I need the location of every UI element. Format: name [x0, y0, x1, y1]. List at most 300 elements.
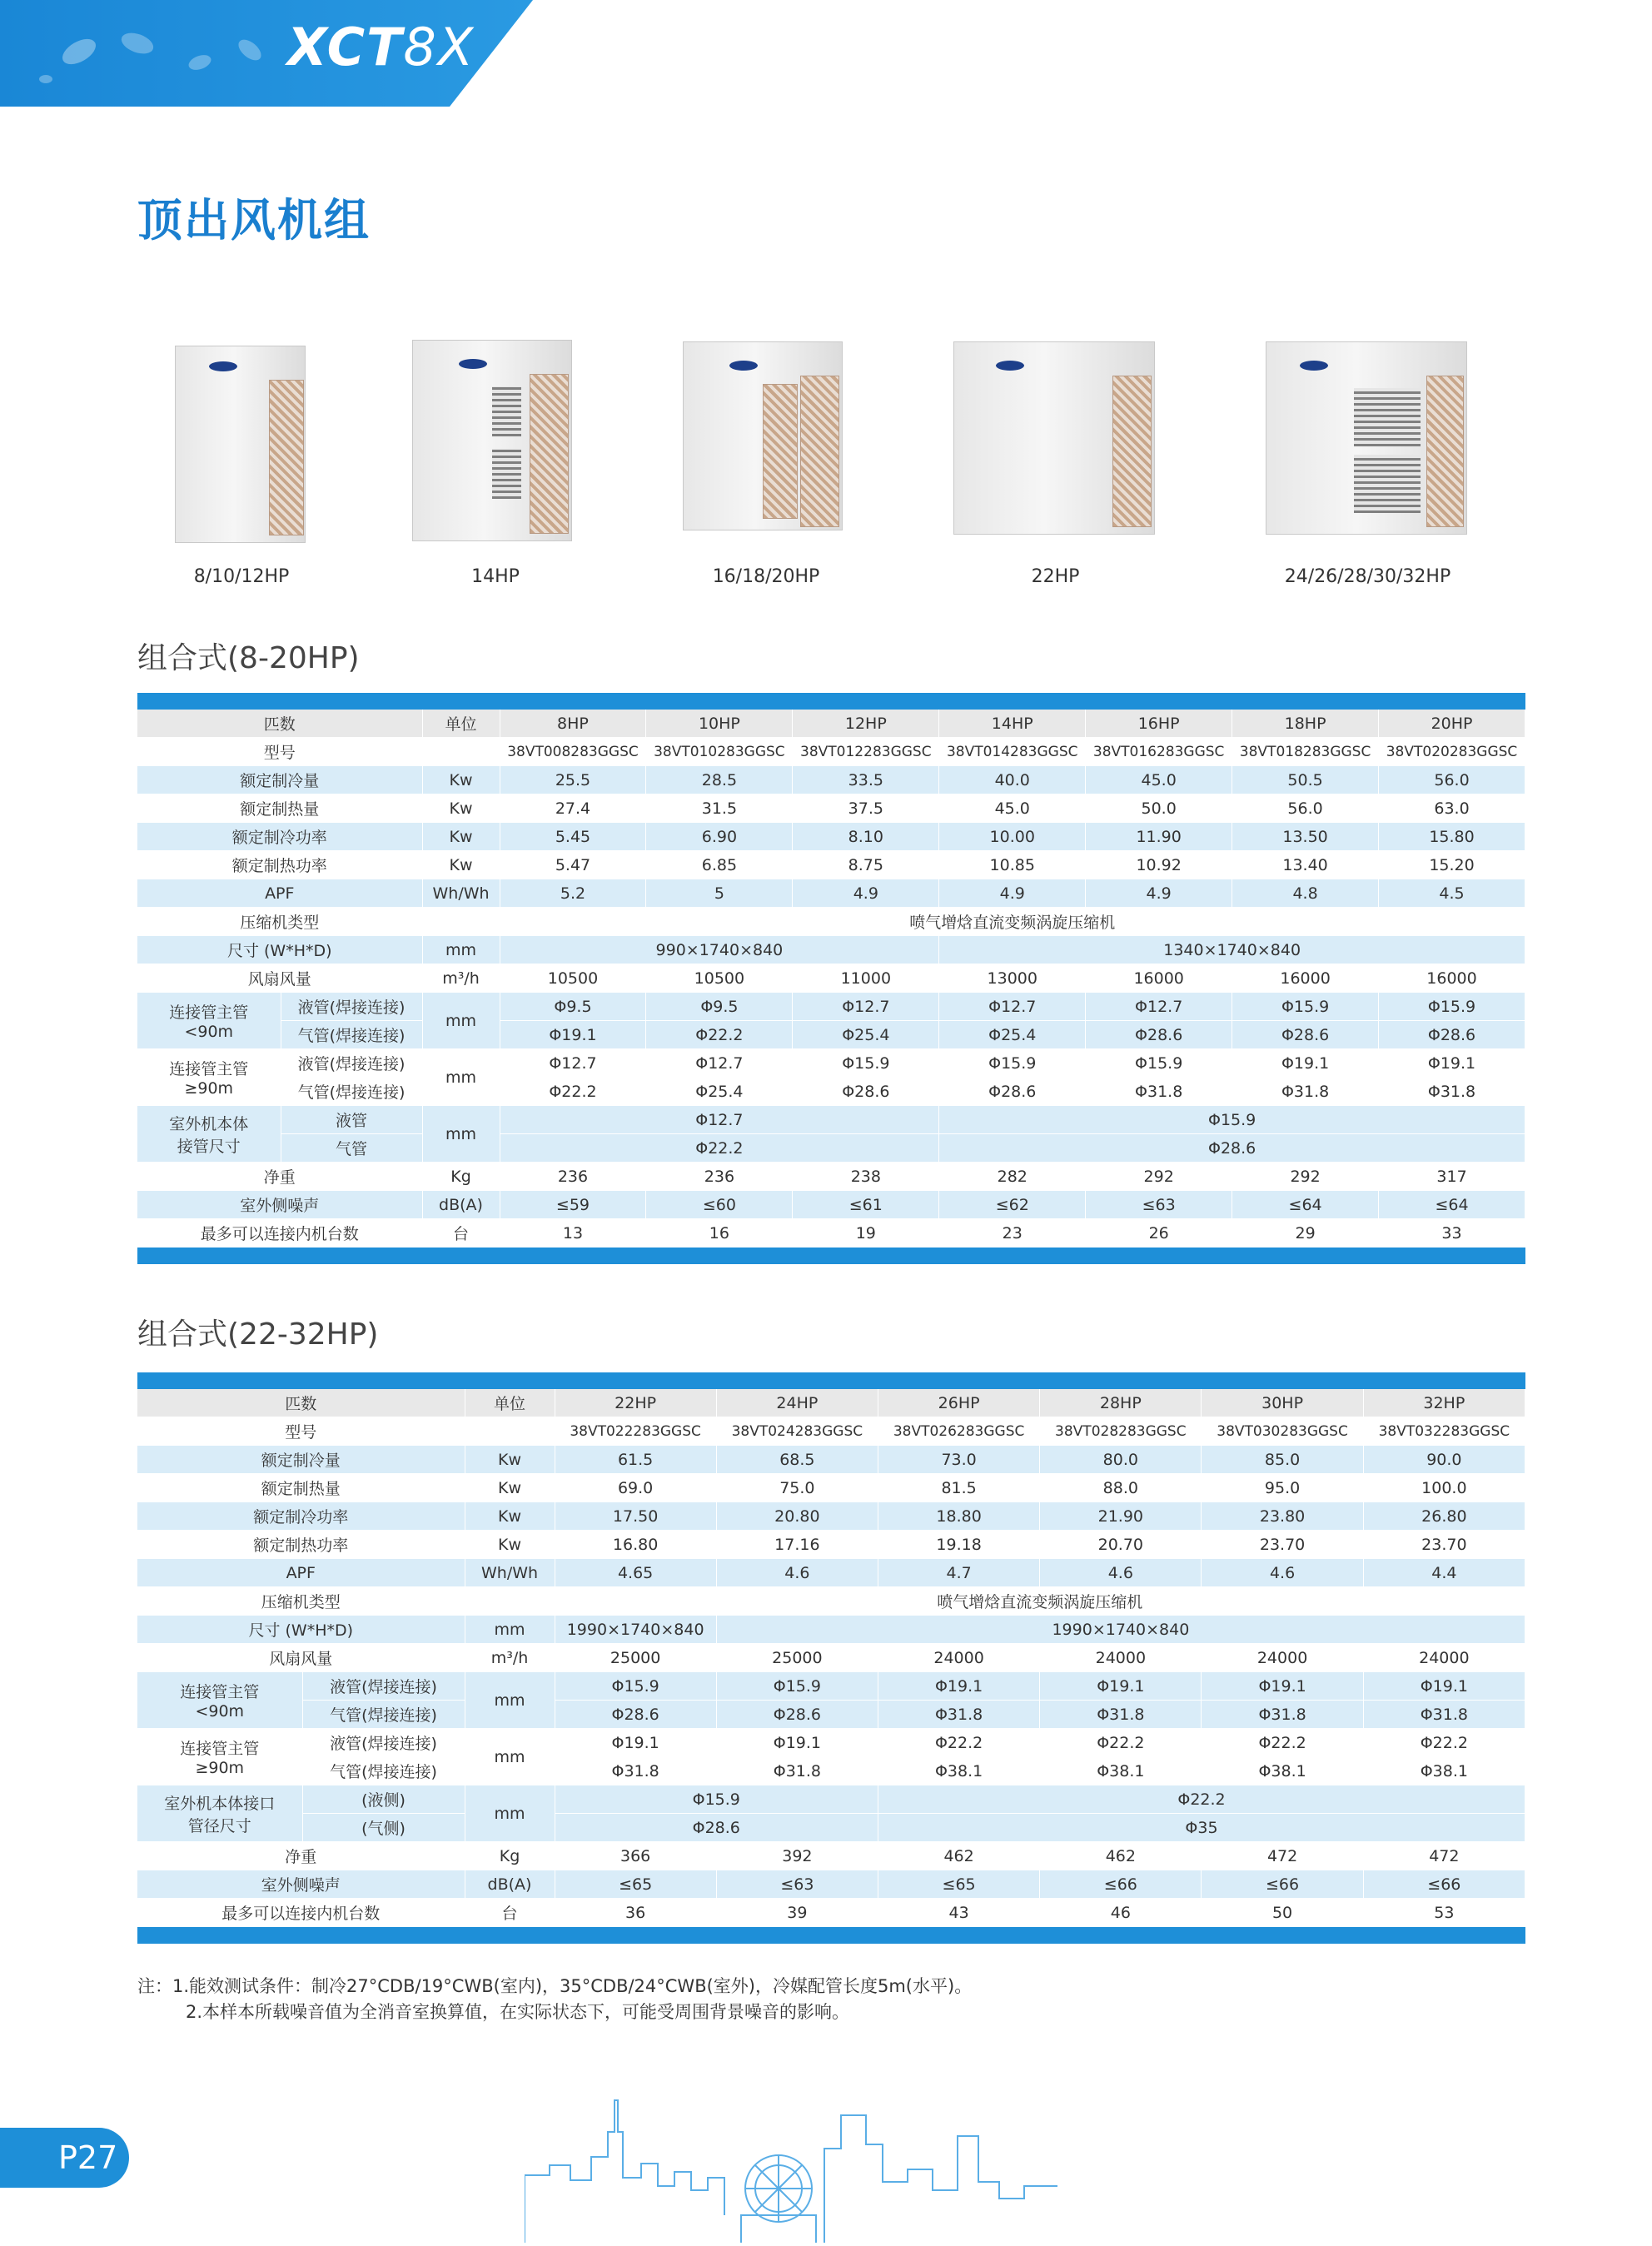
cell: Φ19.1 — [1363, 1672, 1525, 1701]
cell: ≤66 — [1202, 1870, 1363, 1899]
cell: Φ31.8 — [1379, 1078, 1525, 1106]
cell: Φ31.8 — [1232, 1078, 1379, 1106]
cell: ≤65 — [878, 1870, 1039, 1899]
cell: Φ15.9 — [793, 1049, 939, 1078]
cell: Φ22.2 — [646, 1021, 793, 1049]
cell: 282 — [939, 1163, 1086, 1191]
cell: ≤64 — [1232, 1191, 1379, 1219]
cell: 18.80 — [878, 1502, 1039, 1531]
cell: 392 — [716, 1842, 878, 1870]
table-row — [137, 1559, 1525, 1587]
cell: 26 — [1086, 1219, 1232, 1248]
unit-image — [1266, 341, 1467, 535]
cell: mm — [465, 1729, 555, 1785]
table-row — [137, 1191, 1525, 1219]
row-label: 连接管主管 ≥90m — [137, 1049, 281, 1106]
cell: 15.80 — [1379, 823, 1525, 851]
section-title-8-20hp: 组合式(8-20HP) — [137, 641, 360, 675]
cell: 38VT030283GGSC — [1202, 1417, 1363, 1446]
cell: 8HP — [500, 710, 646, 738]
cell: 50.0 — [1086, 794, 1232, 823]
cell: ≤60 — [646, 1191, 793, 1219]
cell: 14HP — [939, 710, 1086, 738]
cell: 4.7 — [878, 1559, 1039, 1587]
table-row — [137, 1842, 1525, 1870]
sub-label: 气管(焊接连接) — [281, 1078, 422, 1106]
cell: 366 — [555, 1842, 716, 1870]
row-label: 室外机本体 接管尺寸 — [137, 1106, 281, 1163]
cell: 13000 — [939, 964, 1086, 993]
cell: 38VT028283GGSC — [1040, 1417, 1202, 1446]
table-row — [137, 1644, 1525, 1672]
cell: Φ22.2 — [1202, 1729, 1363, 1757]
table-row — [137, 936, 1525, 964]
cell: Φ22.2 — [878, 1729, 1039, 1757]
cell: 33.5 — [793, 766, 939, 794]
cell: 50 — [1202, 1899, 1363, 1927]
cell: 25.5 — [500, 766, 646, 794]
cell: Φ38.1 — [1202, 1757, 1363, 1785]
cell: 10.00 — [939, 823, 1086, 851]
cell: 28HP — [1040, 1389, 1202, 1417]
cell: 16000 — [1379, 964, 1525, 993]
row-label: 型号 — [137, 738, 422, 766]
cell: 19.18 — [878, 1531, 1039, 1559]
cell: 24000 — [1363, 1644, 1525, 1672]
cell: Φ28.6 — [555, 1814, 878, 1842]
row-label: APF — [137, 1559, 465, 1587]
cell: Φ15.9 — [1086, 1049, 1232, 1078]
cell: 17.16 — [716, 1531, 878, 1559]
cell: Φ19.1 — [1379, 1049, 1525, 1078]
cell: 53 — [1363, 1899, 1525, 1927]
cell: ≤65 — [555, 1870, 716, 1899]
cell: 6.90 — [646, 823, 793, 851]
cell: 16.80 — [555, 1531, 716, 1559]
sub-label: (液侧) — [302, 1785, 465, 1814]
cell: Φ38.1 — [1363, 1757, 1525, 1785]
row-label: 连接管主管 <90m — [137, 1672, 302, 1729]
cell: Φ12.7 — [500, 1049, 646, 1078]
table-row — [137, 1021, 1525, 1049]
table-row — [137, 1389, 1525, 1417]
cell: ≤66 — [1363, 1870, 1525, 1899]
cell: Φ19.1 — [1232, 1049, 1379, 1078]
cell: 24000 — [1040, 1644, 1202, 1672]
cell: 462 — [1040, 1842, 1202, 1870]
sub-label: (气侧) — [302, 1814, 465, 1842]
unit-image — [683, 341, 843, 530]
cell: 238 — [793, 1163, 939, 1191]
cell: Kw — [465, 1446, 555, 1474]
cell: 23 — [939, 1219, 1086, 1248]
cell: 472 — [1363, 1842, 1525, 1870]
product-label: 14HP — [471, 566, 520, 587]
product-label: 16/18/20HP — [712, 566, 820, 587]
cell: Φ9.5 — [646, 993, 793, 1021]
cell: 11000 — [793, 964, 939, 993]
cell: 38VT008283GGSC — [500, 738, 646, 766]
cell: Φ25.4 — [646, 1078, 793, 1106]
cell: 25000 — [716, 1644, 878, 1672]
cell: 喷气增焓直流变频涡旋压缩机 — [555, 1587, 1525, 1616]
cell: Φ31.8 — [878, 1701, 1039, 1729]
table-row — [137, 1134, 1525, 1163]
cell: 45.0 — [939, 794, 1086, 823]
cell: Φ15.9 — [1232, 993, 1379, 1021]
table-top-bar — [137, 1372, 1525, 1389]
sub-label: 气管(焊接连接) — [281, 1021, 422, 1049]
cell — [422, 908, 500, 936]
cell: 10.92 — [1086, 851, 1232, 879]
cell: Φ28.6 — [1379, 1021, 1525, 1049]
unit-image — [953, 341, 1155, 535]
cell — [422, 738, 500, 766]
cell: Φ38.1 — [878, 1757, 1039, 1785]
row-label: 型号 — [137, 1417, 465, 1446]
cell: 24HP — [716, 1389, 878, 1417]
row-label: 净重 — [137, 1163, 422, 1191]
cell: Φ28.6 — [555, 1701, 716, 1729]
cell: 69.0 — [555, 1474, 716, 1502]
cell: mm — [422, 936, 500, 964]
cell: ≤59 — [500, 1191, 646, 1219]
cell: 68.5 — [716, 1446, 878, 1474]
cell: 1340×1740×840 — [939, 936, 1525, 964]
row-label: 最多可以连接内机台数 — [137, 1219, 422, 1248]
row-label: 尺寸 (W*H*D) — [137, 936, 422, 964]
cell: 10500 — [500, 964, 646, 993]
cell: 38VT010283GGSC — [646, 738, 793, 766]
cell: 38VT024283GGSC — [716, 1417, 878, 1446]
row-label: 额定制热功率 — [137, 1531, 465, 1559]
cell: 10.85 — [939, 851, 1086, 879]
cell: 21.90 — [1040, 1502, 1202, 1531]
cell: Φ19.1 — [555, 1729, 716, 1757]
cell: Φ28.6 — [939, 1078, 1086, 1106]
cell: 95.0 — [1202, 1474, 1363, 1502]
cell: 12HP — [793, 710, 939, 738]
header-band — [0, 0, 533, 107]
cell: Φ28.6 — [939, 1134, 1525, 1163]
cell: 台 — [465, 1899, 555, 1927]
page-number-badge: P27 — [0, 2128, 129, 2188]
cell: Φ12.7 — [500, 1106, 939, 1134]
cell: Kw — [422, 766, 500, 794]
row-label: 压缩机类型 — [137, 908, 422, 936]
row-label: 额定制冷量 — [137, 1446, 465, 1474]
table-row — [137, 908, 1525, 936]
cell: 20HP — [1379, 710, 1525, 738]
cell: Φ31.8 — [1040, 1701, 1202, 1729]
cell: 4.6 — [716, 1559, 878, 1587]
cell: 292 — [1232, 1163, 1379, 1191]
cell: 16000 — [1086, 964, 1232, 993]
cell: Φ15.9 — [716, 1672, 878, 1701]
cell: 25000 — [555, 1644, 716, 1672]
cell: 317 — [1379, 1163, 1525, 1191]
row-label: 尺寸 (W*H*D) — [137, 1616, 465, 1644]
row-label: 连接管主管 <90m — [137, 993, 281, 1049]
row-label: 额定制冷功率 — [137, 823, 422, 851]
cell: 4.6 — [1040, 1559, 1202, 1587]
table-top-bar — [137, 693, 1525, 710]
cell: mm — [422, 1106, 500, 1163]
cell: 22HP — [555, 1389, 716, 1417]
cell: 4.8 — [1232, 879, 1379, 908]
cell: 45.0 — [1086, 766, 1232, 794]
cell: Φ31.8 — [1202, 1701, 1363, 1729]
cell: 29 — [1232, 1219, 1379, 1248]
table-row — [137, 1785, 1525, 1814]
cell: 33 — [1379, 1219, 1525, 1248]
page-title: 顶出风机组 — [137, 194, 371, 247]
cell: Φ28.6 — [1232, 1021, 1379, 1049]
city-skyline-illustration — [525, 2099, 1057, 2246]
cell: 236 — [500, 1163, 646, 1191]
cell: Φ15.9 — [555, 1785, 878, 1814]
cell: Kw — [422, 851, 500, 879]
table-row — [137, 879, 1525, 908]
cell: Kg — [422, 1163, 500, 1191]
cell: 18HP — [1232, 710, 1379, 738]
table-row — [137, 794, 1525, 823]
table-row — [137, 710, 1525, 738]
row-label: 最多可以连接内机台数 — [137, 1899, 465, 1927]
row-label: 额定制热量 — [137, 1474, 465, 1502]
row-label: 风扇风量 — [137, 1644, 465, 1672]
cell: Φ28.6 — [1086, 1021, 1232, 1049]
row-label: 额定制冷量 — [137, 766, 422, 794]
cell: dB(A) — [465, 1870, 555, 1899]
table-row — [137, 1729, 1525, 1757]
cell: 16000 — [1232, 964, 1379, 993]
cell: 38VT014283GGSC — [939, 738, 1086, 766]
cell: 46 — [1040, 1899, 1202, 1927]
cell: 38VT016283GGSC — [1086, 738, 1232, 766]
section-title-22-32hp: 组合式(22-32HP) — [137, 1317, 379, 1352]
cell: 38VT012283GGSC — [793, 738, 939, 766]
col-unit-header: 单位 — [422, 710, 500, 738]
cell: 38VT032283GGSC — [1363, 1417, 1525, 1446]
note-1: 注：1.能效测试条件：制冷27°CDB/19°CWB(室内)，35°CDB/24°CWB(室外)，冷媒配管长度5m(水平)。 — [137, 1976, 973, 1996]
table-row — [137, 1616, 1525, 1644]
cell: Φ12.7 — [939, 993, 1086, 1021]
cell: 4.9 — [1086, 879, 1232, 908]
table-row — [137, 1502, 1525, 1531]
cell: 4.9 — [939, 879, 1086, 908]
brand-logo: XCT8X — [287, 17, 475, 77]
cell: Wh/Wh — [422, 879, 500, 908]
table-bottom-bar — [137, 1927, 1525, 1944]
cell: Kw — [422, 823, 500, 851]
cell: 4.5 — [1379, 879, 1525, 908]
row-label: 匹数 — [137, 1389, 465, 1417]
cell: 28.5 — [646, 766, 793, 794]
cell: 喷气增焓直流变频涡旋压缩机 — [500, 908, 1525, 936]
cell: 23.70 — [1202, 1531, 1363, 1559]
sub-label: 气管 — [281, 1134, 422, 1163]
cell: Φ31.8 — [555, 1757, 716, 1785]
cell: 292 — [1086, 1163, 1232, 1191]
product-gallery — [137, 333, 1570, 600]
row-label: 室外侧噪声 — [137, 1191, 422, 1219]
sub-label: 液管(焊接连接) — [281, 1049, 422, 1078]
cell: Kw — [465, 1502, 555, 1531]
cell: Φ12.7 — [793, 993, 939, 1021]
row-label: 压缩机类型 — [137, 1587, 465, 1616]
sub-label: 液管(焊接连接) — [302, 1729, 465, 1757]
table-row — [137, 1417, 1525, 1446]
table-row — [137, 1163, 1525, 1191]
cell: Φ22.2 — [1363, 1729, 1525, 1757]
cell: 50.5 — [1232, 766, 1379, 794]
cell: 75.0 — [716, 1474, 878, 1502]
table-row — [137, 1474, 1525, 1502]
cell: 26.80 — [1363, 1502, 1525, 1531]
cell: 4.4 — [1363, 1559, 1525, 1587]
cell: ≤66 — [1040, 1870, 1202, 1899]
row-label: APF — [137, 879, 422, 908]
cell: Φ19.1 — [1202, 1672, 1363, 1701]
product-label: 8/10/12HP — [193, 566, 290, 587]
cell: mm — [465, 1785, 555, 1842]
cell: Kw — [465, 1474, 555, 1502]
cell: Φ22.2 — [500, 1078, 646, 1106]
cell: 100.0 — [1363, 1474, 1525, 1502]
cell: 1990×1740×840 — [716, 1616, 1525, 1644]
cell: 10500 — [646, 964, 793, 993]
cell: 5.47 — [500, 851, 646, 879]
table-row — [137, 851, 1525, 879]
cell: 23.70 — [1363, 1531, 1525, 1559]
cell: Wh/Wh — [465, 1559, 555, 1587]
cell: 36 — [555, 1899, 716, 1927]
spec-table-8-20hp — [137, 693, 1525, 1264]
cell: 16HP — [1086, 710, 1232, 738]
cell: 11.90 — [1086, 823, 1232, 851]
cell: Φ12.7 — [646, 1049, 793, 1078]
table-row — [137, 1049, 1525, 1078]
cell: 4.65 — [555, 1559, 716, 1587]
sub-label: 液管(焊接连接) — [302, 1672, 465, 1701]
cell: 6.85 — [646, 851, 793, 879]
cell: Φ31.8 — [716, 1757, 878, 1785]
row-label: 风扇风量 — [137, 964, 422, 993]
table-row — [137, 738, 1525, 766]
table-row — [137, 1078, 1525, 1106]
cell: 85.0 — [1202, 1446, 1363, 1474]
cell: 63.0 — [1379, 794, 1525, 823]
cell: 37.5 — [793, 794, 939, 823]
cell: 1990×1740×840 — [555, 1616, 716, 1644]
cell: Φ22.2 — [878, 1785, 1525, 1814]
table-row — [137, 1899, 1525, 1927]
cell: 8.10 — [793, 823, 939, 851]
cell: Φ9.5 — [500, 993, 646, 1021]
row-label: 额定制热功率 — [137, 851, 422, 879]
cell: Kw — [422, 794, 500, 823]
cell: 462 — [878, 1842, 1039, 1870]
cell: 17.50 — [555, 1502, 716, 1531]
cell: 5.45 — [500, 823, 646, 851]
cell: 40.0 — [939, 766, 1086, 794]
cell: 88.0 — [1040, 1474, 1202, 1502]
table-row — [137, 1446, 1525, 1474]
cell: mm — [422, 993, 500, 1049]
cell: Φ12.7 — [1086, 993, 1232, 1021]
cell: 20.80 — [716, 1502, 878, 1531]
cell: ≤61 — [793, 1191, 939, 1219]
cell: dB(A) — [422, 1191, 500, 1219]
cell: 5 — [646, 879, 793, 908]
cell: Φ19.1 — [716, 1729, 878, 1757]
row-label: 室外机本体接口 管径尺寸 — [137, 1785, 302, 1842]
cell: Φ19.1 — [878, 1672, 1039, 1701]
cell: 472 — [1202, 1842, 1363, 1870]
spec-table — [137, 710, 1525, 1248]
cell: mm — [465, 1672, 555, 1729]
cell: 24000 — [1202, 1644, 1363, 1672]
cell: Kg — [465, 1842, 555, 1870]
cell: Φ25.4 — [793, 1021, 939, 1049]
cell: Φ22.2 — [1040, 1729, 1202, 1757]
sub-label: 液管 — [281, 1106, 422, 1134]
unit-image — [175, 346, 306, 543]
cell: 236 — [646, 1163, 793, 1191]
cell: Φ31.8 — [1363, 1701, 1525, 1729]
cell: 61.5 — [555, 1446, 716, 1474]
cell: 80.0 — [1040, 1446, 1202, 1474]
table-row — [137, 1219, 1525, 1248]
table-row — [137, 1106, 1525, 1134]
cell: 81.5 — [878, 1474, 1039, 1502]
table-row — [137, 766, 1525, 794]
cell: Φ15.9 — [1379, 993, 1525, 1021]
cell: mm — [465, 1616, 555, 1644]
unit-image — [412, 340, 572, 541]
row-label: 额定制冷功率 — [137, 1502, 465, 1531]
cell: 27.4 — [500, 794, 646, 823]
cell: mm — [422, 1049, 500, 1106]
col-unit-header: 单位 — [465, 1389, 555, 1417]
cell: 38VT022283GGSC — [555, 1417, 716, 1446]
note-2: 2.本样本所载噪音值为全消音室换算值，在实际状态下，可能受周围背景噪音的影响。 — [186, 2002, 850, 2022]
cell: 56.0 — [1232, 794, 1379, 823]
cell: 15.20 — [1379, 851, 1525, 879]
footnotes — [137, 1974, 972, 2025]
cell: 38VT026283GGSC — [878, 1417, 1039, 1446]
table-row — [137, 1814, 1525, 1842]
cell — [465, 1417, 555, 1446]
product-label: 24/26/28/30/32HP — [1284, 566, 1451, 587]
cell: 8.75 — [793, 851, 939, 879]
cell: 16 — [646, 1219, 793, 1248]
cell: Φ35 — [878, 1814, 1525, 1842]
cell: m³/h — [465, 1644, 555, 1672]
cell: 38VT018283GGSC — [1232, 738, 1379, 766]
row-label: 室外侧噪声 — [137, 1870, 465, 1899]
cell: 26HP — [878, 1389, 1039, 1417]
table-row — [137, 823, 1525, 851]
cell — [465, 1587, 555, 1616]
sub-label: 液管(焊接连接) — [281, 993, 422, 1021]
table-row — [137, 1757, 1525, 1785]
table-bottom-bar — [137, 1248, 1525, 1264]
cell: 10HP — [646, 710, 793, 738]
cell: 13.40 — [1232, 851, 1379, 879]
cell: 56.0 — [1379, 766, 1525, 794]
